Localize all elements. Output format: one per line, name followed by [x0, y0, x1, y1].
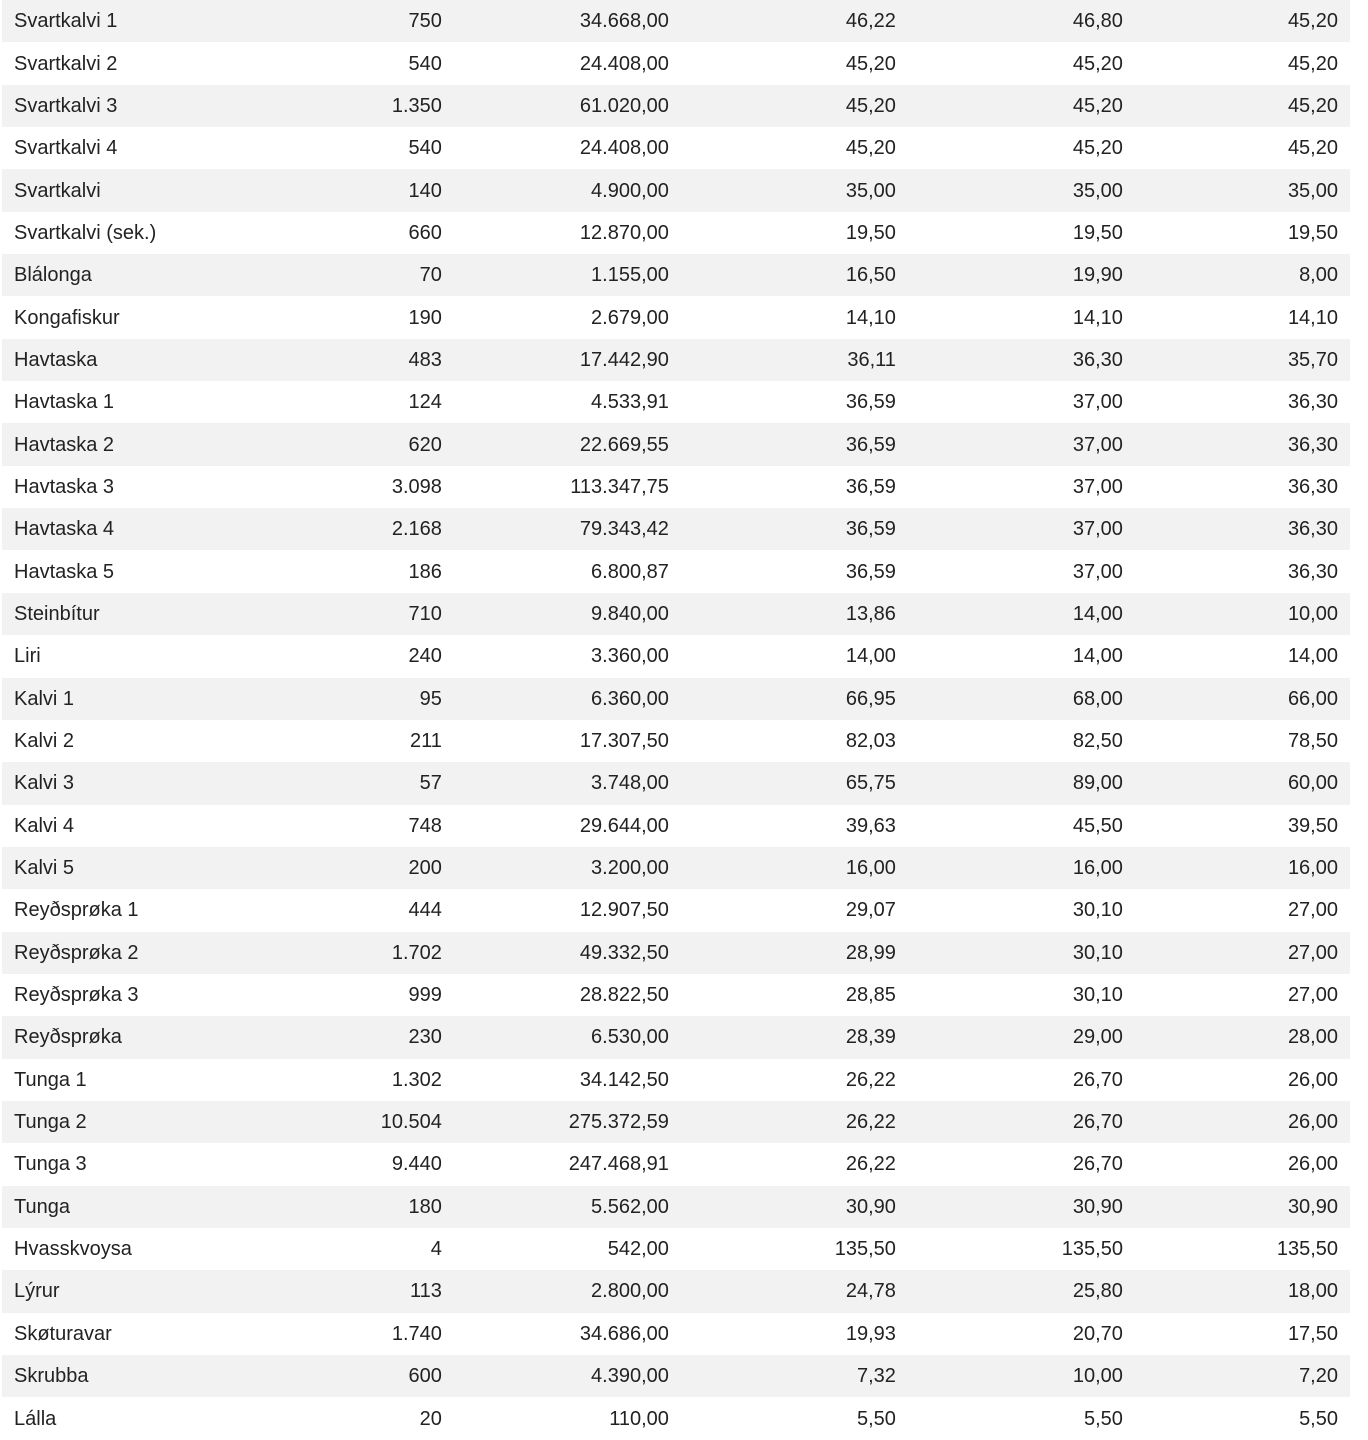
average-price-cell: 39,63	[845, 814, 896, 837]
quantity-cell: 10.504	[380, 1111, 442, 1134]
table-row	[2, 889, 1350, 931]
species-cell: Steinbítur	[14, 602, 100, 625]
quantity-cell: 1.740	[391, 1322, 442, 1345]
quantity-cell: 20	[419, 1407, 442, 1430]
quantity-cell: 3.098	[391, 475, 442, 498]
table-row	[2, 1143, 1350, 1185]
total-value-cell: 12.870,00	[579, 221, 669, 244]
lowest-price-cell: 27,00	[1287, 899, 1338, 922]
highest-price-cell: 30,90	[1072, 1195, 1123, 1218]
table-row	[2, 296, 1350, 338]
total-value-cell: 34.686,00	[579, 1322, 669, 1345]
quantity-cell: 540	[408, 137, 442, 160]
lowest-price-cell: 39,50	[1287, 814, 1338, 837]
average-price-cell: 45,20	[845, 52, 896, 75]
table-row	[2, 127, 1350, 169]
lowest-price-cell: 36,30	[1287, 433, 1338, 456]
lowest-price-cell: 78,50	[1287, 730, 1338, 753]
average-price-cell: 82,03	[845, 730, 896, 753]
table-row	[2, 1270, 1350, 1312]
quantity-cell: 180	[408, 1195, 442, 1218]
average-price-cell: 24,78	[845, 1280, 896, 1303]
highest-price-cell: 45,20	[1072, 137, 1123, 160]
highest-price-cell: 29,00	[1072, 1026, 1123, 1049]
species-cell: Kalvi 5	[14, 857, 75, 880]
quantity-cell: 620	[408, 433, 442, 456]
quantity-cell: 230	[408, 1026, 442, 1049]
lowest-price-cell: 10,00	[1287, 602, 1338, 625]
average-price-cell: 28,85	[845, 984, 896, 1007]
table-row	[2, 1397, 1350, 1439]
total-value-cell: 34.668,00	[579, 10, 669, 33]
species-cell: Tunga 2	[14, 1111, 87, 1134]
highest-price-cell: 68,00	[1072, 687, 1123, 710]
species-cell: Lýrur	[14, 1280, 60, 1303]
highest-price-cell: 45,20	[1072, 94, 1123, 117]
species-cell: Svartkalvi	[14, 179, 101, 202]
lowest-price-cell: 45,20	[1287, 137, 1338, 160]
total-value-cell: 247.468,91	[568, 1153, 669, 1176]
total-value-cell: 28.822,50	[579, 984, 669, 1007]
quantity-cell: 190	[408, 306, 442, 329]
table-row	[2, 593, 1350, 635]
species-cell: Tunga 3	[14, 1153, 87, 1176]
average-price-cell: 36,11	[847, 348, 896, 371]
species-cell: Svartkalvi 4	[14, 137, 118, 160]
species-cell: Reyðsprøka	[14, 1026, 122, 1049]
lowest-price-cell: 26,00	[1287, 1153, 1338, 1176]
lowest-price-cell: 17,50	[1287, 1322, 1338, 1345]
highest-price-cell: 35,00	[1072, 179, 1123, 202]
total-value-cell: 9.840,00	[591, 602, 669, 625]
total-value-cell: 3.200,00	[591, 857, 669, 880]
highest-price-cell: 10,00	[1072, 1365, 1123, 1388]
quantity-cell: 211	[410, 730, 442, 753]
highest-price-cell: 37,00	[1072, 391, 1123, 414]
average-price-cell: 28,39	[845, 1026, 896, 1049]
highest-price-cell: 30,10	[1072, 941, 1123, 964]
total-value-cell: 5.562,00	[591, 1195, 669, 1218]
table-row	[2, 339, 1350, 381]
quantity-cell: 113	[410, 1280, 442, 1303]
lowest-price-cell: 18,00	[1287, 1280, 1338, 1303]
lowest-price-cell: 27,00	[1287, 941, 1338, 964]
average-price-cell: 5,50	[856, 1407, 896, 1430]
quantity-cell: 748	[408, 814, 442, 837]
species-cell: Svartkalvi 2	[14, 52, 118, 75]
average-price-cell: 26,22	[845, 1111, 896, 1134]
highest-price-cell: 14,00	[1072, 602, 1123, 625]
table-row	[2, 1355, 1350, 1397]
quantity-cell: 540	[408, 52, 442, 75]
total-value-cell: 110,00	[609, 1407, 669, 1430]
highest-price-cell: 46,80	[1072, 10, 1123, 33]
species-cell: Havtaska 3	[14, 475, 115, 498]
table-row	[2, 508, 1350, 550]
total-value-cell: 4.533,91	[591, 391, 669, 414]
lowest-price-cell: 8,00	[1299, 264, 1338, 287]
quantity-cell: 95	[419, 687, 442, 710]
table-row	[2, 932, 1350, 974]
lowest-price-cell: 45,20	[1287, 52, 1338, 75]
total-value-cell: 22.669,55	[579, 433, 669, 456]
table-row	[2, 212, 1350, 254]
average-price-cell: 14,10	[845, 306, 896, 329]
species-cell: Lálla	[14, 1407, 57, 1430]
average-price-cell: 26,22	[845, 1068, 896, 1091]
quantity-cell: 4	[430, 1238, 442, 1261]
quantity-cell: 999	[408, 984, 442, 1007]
average-price-cell: 19,93	[845, 1322, 896, 1345]
total-value-cell: 275.372,59	[568, 1111, 669, 1134]
average-price-cell: 30,90	[845, 1195, 896, 1218]
lowest-price-cell: 14,10	[1287, 306, 1338, 329]
quantity-cell: 70	[419, 264, 442, 287]
auction-results-table	[2, 0, 1350, 1440]
total-value-cell: 17.307,50	[579, 730, 669, 753]
average-price-cell: 66,95	[845, 687, 896, 710]
average-price-cell: 29,07	[845, 899, 896, 922]
quantity-cell: 444	[408, 899, 442, 922]
highest-price-cell: 26,70	[1072, 1153, 1123, 1176]
quantity-cell: 140	[408, 179, 442, 202]
species-cell: Reyðsprøka 3	[14, 984, 139, 1007]
highest-price-cell: 37,00	[1072, 475, 1123, 498]
highest-price-cell: 45,50	[1072, 814, 1123, 837]
highest-price-cell: 37,00	[1072, 560, 1123, 583]
total-value-cell: 79.343,42	[579, 518, 669, 541]
lowest-price-cell: 30,90	[1287, 1195, 1338, 1218]
table-row	[2, 1016, 1350, 1058]
average-price-cell: 36,59	[845, 391, 896, 414]
highest-price-cell: 36,30	[1072, 348, 1123, 371]
highest-price-cell: 19,50	[1072, 221, 1123, 244]
highest-price-cell: 30,10	[1072, 984, 1123, 1007]
table-row	[2, 550, 1350, 592]
species-cell: Havtaska	[14, 348, 98, 371]
quantity-cell: 1.702	[391, 941, 442, 964]
table-row	[2, 381, 1350, 423]
lowest-price-cell: 26,00	[1287, 1111, 1338, 1134]
table-row	[2, 762, 1350, 804]
table-row	[2, 635, 1350, 677]
average-price-cell: 36,59	[845, 560, 896, 583]
table-row	[2, 1186, 1350, 1228]
total-value-cell: 12.907,50	[579, 899, 669, 922]
lowest-price-cell: 66,00	[1287, 687, 1338, 710]
highest-price-cell: 37,00	[1072, 518, 1123, 541]
average-price-cell: 45,20	[845, 137, 896, 160]
quantity-cell: 200	[408, 857, 442, 880]
total-value-cell: 49.332,50	[579, 941, 669, 964]
lowest-price-cell: 36,30	[1287, 475, 1338, 498]
table-row	[2, 169, 1350, 211]
highest-price-cell: 45,20	[1072, 52, 1123, 75]
species-cell: Havtaska 4	[14, 518, 115, 541]
average-price-cell: 16,00	[845, 857, 896, 880]
table-row	[2, 847, 1350, 889]
total-value-cell: 3.748,00	[591, 772, 669, 795]
highest-price-cell: 5,50	[1084, 1407, 1123, 1430]
species-cell: Blálonga	[14, 264, 92, 287]
average-price-cell: 26,22	[845, 1153, 896, 1176]
highest-price-cell: 26,70	[1072, 1068, 1123, 1091]
table-row	[2, 678, 1350, 720]
highest-price-cell: 37,00	[1072, 433, 1123, 456]
table-row	[2, 42, 1350, 84]
lowest-price-cell: 35,00	[1287, 179, 1338, 202]
species-cell: Kalvi 2	[14, 730, 75, 753]
species-cell: Reyðsprøka 2	[14, 941, 139, 964]
table-row	[2, 423, 1350, 465]
average-price-cell: 45,20	[845, 94, 896, 117]
lowest-price-cell: 135,50	[1276, 1238, 1338, 1261]
species-cell: Kalvi 1	[14, 687, 75, 710]
total-value-cell: 24.408,00	[579, 52, 669, 75]
total-value-cell: 542,00	[607, 1238, 669, 1261]
lowest-price-cell: 45,20	[1287, 94, 1338, 117]
table-row	[2, 720, 1350, 762]
quantity-cell: 1.350	[391, 94, 442, 117]
quantity-cell: 57	[419, 772, 442, 795]
average-price-cell: 36,59	[845, 475, 896, 498]
total-value-cell: 4.900,00	[591, 179, 669, 202]
lowest-price-cell: 36,30	[1287, 391, 1338, 414]
species-cell: Havtaska 1	[14, 391, 115, 414]
species-cell: Kongafiskur	[14, 306, 120, 329]
highest-price-cell: 19,90	[1072, 264, 1123, 287]
table-row	[2, 254, 1350, 296]
average-price-cell: 13,86	[845, 602, 896, 625]
species-cell: Reyðsprøka 1	[14, 899, 139, 922]
species-cell: Kalvi 3	[14, 772, 75, 795]
species-cell: Hvasskvoysa	[14, 1238, 132, 1261]
lowest-price-cell: 45,20	[1287, 10, 1338, 33]
quantity-cell: 710	[408, 602, 442, 625]
average-price-cell: 65,75	[845, 772, 896, 795]
total-value-cell: 2.800,00	[591, 1280, 669, 1303]
average-price-cell: 135,50	[834, 1238, 896, 1261]
highest-price-cell: 30,10	[1072, 899, 1123, 922]
highest-price-cell: 26,70	[1072, 1111, 1123, 1134]
quantity-cell: 240	[408, 645, 442, 668]
total-value-cell: 34.142,50	[579, 1068, 669, 1091]
total-value-cell: 4.390,00	[591, 1365, 669, 1388]
lowest-price-cell: 7,20	[1299, 1365, 1338, 1388]
average-price-cell: 35,00	[845, 179, 896, 202]
average-price-cell: 7,32	[856, 1365, 896, 1388]
quantity-cell: 124	[408, 391, 442, 414]
lowest-price-cell: 5,50	[1299, 1407, 1338, 1430]
table-row	[2, 805, 1350, 847]
species-cell: Havtaska 5	[14, 560, 115, 583]
table-row	[2, 1101, 1350, 1143]
table-body	[2, 0, 1350, 1440]
species-cell: Havtaska 2	[14, 433, 115, 456]
quantity-cell: 600	[408, 1365, 442, 1388]
table-row	[2, 0, 1350, 42]
species-cell: Liri	[14, 645, 41, 668]
average-price-cell: 36,59	[845, 433, 896, 456]
quantity-cell: 9.440	[391, 1153, 442, 1176]
species-cell: Kalvi 4	[14, 814, 75, 837]
lowest-price-cell: 27,00	[1287, 984, 1338, 1007]
highest-price-cell: 16,00	[1072, 857, 1123, 880]
highest-price-cell: 82,50	[1072, 730, 1123, 753]
species-cell: Tunga 1	[14, 1068, 87, 1091]
quantity-cell: 186	[408, 560, 442, 583]
quantity-cell: 660	[408, 221, 442, 244]
highest-price-cell: 89,00	[1072, 772, 1123, 795]
average-price-cell: 36,59	[845, 518, 896, 541]
lowest-price-cell: 35,70	[1287, 348, 1338, 371]
quantity-cell: 750	[408, 10, 442, 33]
species-cell: Svartkalvi 3	[14, 94, 118, 117]
table-row	[2, 1059, 1350, 1101]
total-value-cell: 24.408,00	[579, 137, 669, 160]
lowest-price-cell: 19,50	[1287, 221, 1338, 244]
lowest-price-cell: 28,00	[1287, 1026, 1338, 1049]
average-price-cell: 14,00	[845, 645, 896, 668]
quantity-cell: 2.168	[391, 518, 442, 541]
total-value-cell: 6.800,87	[591, 560, 669, 583]
species-cell: Svartkalvi 1	[14, 10, 118, 33]
average-price-cell: 19,50	[845, 221, 896, 244]
total-value-cell: 29.644,00	[579, 814, 669, 837]
lowest-price-cell: 36,30	[1287, 560, 1338, 583]
total-value-cell: 1.155,00	[591, 264, 669, 287]
species-cell: Skøturavar	[14, 1322, 112, 1345]
average-price-cell: 28,99	[845, 941, 896, 964]
highest-price-cell: 20,70	[1072, 1322, 1123, 1345]
species-cell: Skrubba	[14, 1365, 89, 1388]
table-row	[2, 974, 1350, 1016]
species-cell: Svartkalvi (sek.)	[14, 221, 157, 244]
table-row	[2, 1313, 1350, 1355]
average-price-cell: 46,22	[845, 10, 896, 33]
lowest-price-cell: 16,00	[1287, 857, 1338, 880]
total-value-cell: 61.020,00	[579, 94, 669, 117]
total-value-cell: 17.442,90	[579, 348, 669, 371]
quantity-cell: 483	[408, 348, 442, 371]
lowest-price-cell: 26,00	[1287, 1068, 1338, 1091]
table-row	[2, 85, 1350, 127]
table-row	[2, 1228, 1350, 1270]
species-cell: Tunga	[14, 1195, 70, 1218]
quantity-cell: 1.302	[391, 1068, 442, 1091]
highest-price-cell: 14,00	[1072, 645, 1123, 668]
total-value-cell: 3.360,00	[591, 645, 669, 668]
total-value-cell: 6.360,00	[591, 687, 669, 710]
highest-price-cell: 14,10	[1072, 306, 1123, 329]
highest-price-cell: 25,80	[1072, 1280, 1123, 1303]
table-row	[2, 466, 1350, 508]
total-value-cell: 2.679,00	[591, 306, 669, 329]
average-price-cell: 16,50	[845, 264, 896, 287]
total-value-cell: 113.347,75	[570, 475, 669, 498]
total-value-cell: 6.530,00	[591, 1026, 669, 1049]
lowest-price-cell: 14,00	[1287, 645, 1338, 668]
lowest-price-cell: 36,30	[1287, 518, 1338, 541]
highest-price-cell: 135,50	[1061, 1238, 1123, 1261]
lowest-price-cell: 60,00	[1287, 772, 1338, 795]
